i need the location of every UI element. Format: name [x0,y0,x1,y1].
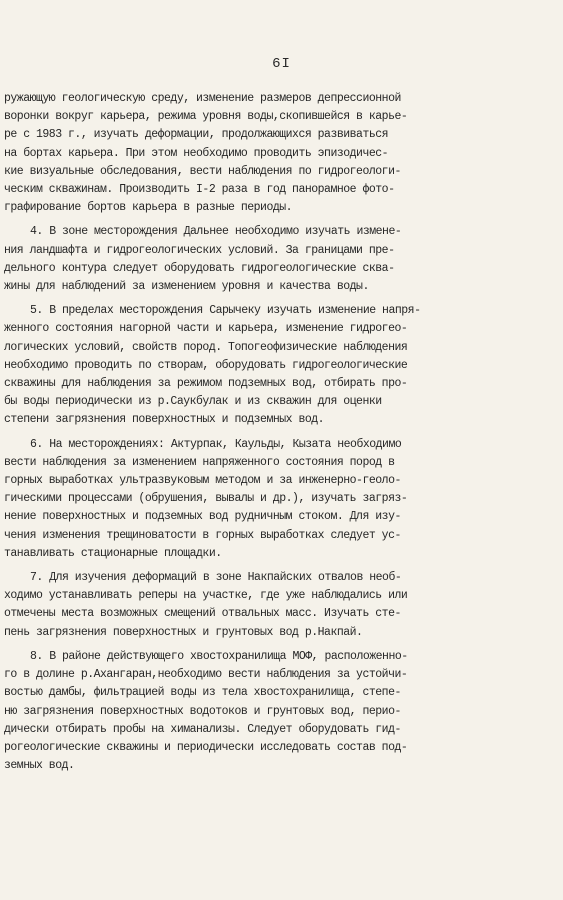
text-line: 5. В пределах месторождения Сарычеку изучать изменение напря- [30,304,421,318]
text-line: логических условий, свойств пород. Топогеофизические наблюдения [4,340,408,354]
text-line: женного состояния нагорной части и карьера, изменение гидрогео- [4,322,408,336]
text-line: 4. В зоне месторождения Дальнее необходимо изучать измене- [30,225,402,239]
document-body [4,90,494,781]
text-line: ню загрязнения поверхностных водотоков и грунтовых вод, перио- [4,704,401,718]
paragraph [4,302,494,429]
text-line: гическими процессами (обрушения, вывалы и др.), изучать загряз- [4,492,408,506]
text-line: пень загрязнения поверхностных и грунтовых вод р.Накпай. [4,625,363,639]
text-line: нение поверхностных и подземных вод рудничным стоком. Для изу- [4,510,401,524]
text-line: ческим скважинам. Производить I-2 раза в год панорамное фото- [4,183,395,197]
text-line: жины для наблюдений за изменением уровня и качества воды. [4,280,369,294]
text-line: воронки вокруг карьера, режима уровня воды,скопившейся в карье- [4,110,408,124]
text-line: вести наблюдения за изменением напряженного состояния пород в [4,455,395,469]
paragraph [4,90,494,217]
text-line: дически отбирать пробы на химанализы. Следует оборудовать гид- [4,722,401,736]
text-line: востью дамбы, фильтрацией воды из тела хвостохранилища, степе- [4,686,401,700]
text-line: рогеологические скважины и периодически исследовать состав под- [4,740,408,754]
text-line: 7. Для изучения деформаций в зоне Накпайских отвалов необ- [30,571,402,585]
text-line: кие визуальные обследования, вести наблюдения по гидрогеологи- [4,164,401,178]
text-line: танавливать стационарные площадки. [4,546,222,560]
text-line: ходимо устанавливать реперы на участке, где уже наблюдались или [4,589,408,603]
page-number: 6I [272,56,291,72]
paragraph [4,648,494,775]
text-line: ружающую геологическую среду, изменение размеров депрессионной [4,92,401,105]
paragraph [4,223,494,296]
text-line: на бортах карьера. При этом необходимо проводить эпизодичес- [4,146,389,160]
text-line: необходимо проводить по створам, оборудовать гидрогеологические [4,358,408,372]
paragraph [4,569,494,642]
text-line: земных вод. [4,759,75,773]
text-line: дельного контура следует оборудовать гидрогеологические сква- [4,261,395,275]
text-line: бы воды периодически из р.Саукбулак и из скважин для оценки [4,395,382,409]
text-line: 8. В районе действующего хвостохранилища МОФ, расположенно- [30,649,408,663]
text-line: графирование бортов карьера в разные периоды. [4,201,293,215]
text-line: скважины для наблюдения за режимом подземных вод, отбирать про- [4,377,408,391]
text-line: горных выработках ультразвуковым методом и за инженерно-геоло- [4,474,401,488]
text-line: степени загрязнения поверхностных и подземных вод. [4,413,325,427]
text-line: чения изменения трещиноватости в горных выработках следует ус- [4,528,401,542]
text-line: 6. На месторождениях: Актурпак, Каульды, Кызата необходимо [30,437,402,451]
text-line: ре с 1983 г., изучать деформации, продолжающихся развиваться [4,128,389,142]
text-line: отмечены места возможных смещений отвальных масс. Изучать сте- [4,607,401,621]
text-line: го в долине р.Ахангаран,необходимо вести наблюдения за устойчи- [4,668,408,682]
text-line: ния ландшафта и гидрогеологических условий. За границами пре- [4,243,395,257]
paragraph [4,436,494,563]
